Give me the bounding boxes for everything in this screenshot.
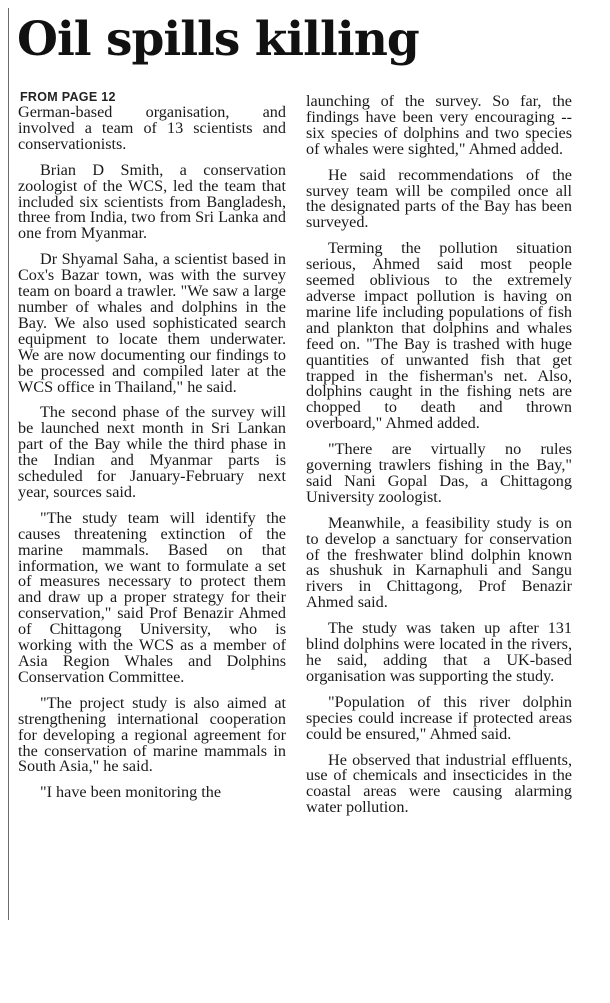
paragraph: Brian D Smith, a conservation zoologist of the WCS, led the team that included six scientists from Bangladesh, three from India, two from Sri Lanka and one from Myanmar. — [18, 160, 286, 243]
column-rule — [8, 8, 9, 920]
paragraph: "The study team will identify the causes threatening extinction of the marine mammals. Based on that information, we want to formulate a set of measures necessary to protect them and draw up a proper strategy for their conservation," said Prof Benazir Ahmed of Chittagong University, who is working with the WCS as a member of Asia Region Whales and Dolphins Conservation Committee. — [18, 508, 286, 686]
paragraph: Terming the pollution situation serious, Ahmed said most people seemed oblivious to the extremely adverse impact pollution is having on marine life including populations of fish and plankton that dolphins and whales feed on. "The Bay is trashed with huge quantities of unwanted fish that get trapped in the fisherman's net. Also, dolphins caught in the fishing nets are chopped to death and thrown overboard," Ahmed added. — [306, 239, 572, 433]
paragraph: He observed that industrial effluents, use of chemicals and insecticides in the coastal areas were causing alarming water pollution. — [306, 750, 572, 817]
paragraph: Meanwhile, a feasibility study is on to develop a sanctuary for conservation of the freshwater blind dolphin known as shushuk in Karnaphuli and Sangu rivers in Chittagong, Prof Benazir Ahmed said. — [306, 513, 572, 612]
left-column — [18, 90, 286, 811]
paragraph: Dr Shyamal Saha, a scientist based in Cox's Bazar town, was with the survey team on board a trawler. "We saw a large number of whales and dolphins in the Bay. We also used sophisticated search equipment to locate them underwater. We are now documenting our findings to be processed and compiled later at the WCS office in Thailand," he said. — [18, 250, 286, 396]
paragraph: "There are virtually no rules governing trawlers fishing in the Bay," said Nani Gopal Das, a Chittagong University zoologist. — [306, 440, 572, 506]
right-column — [306, 94, 572, 826]
paragraph: "Population of this river dolphin species could increase if protected areas could be ensured," Ahmed said. — [306, 692, 572, 743]
paragraph: The second phase of the survey will be launched next month in Sri Lankan part of the Bay while the third phase in the Indian and Myanmar parts is scheduled for January-February next year, sources said. — [18, 403, 286, 501]
paragraph: The study was taken up after 131 blind dolphins were located in the rivers, he said, adding that a UK-based organisation was supporting the study. — [306, 619, 572, 685]
paragraph: "The project study is also aimed at strengthening international cooperation for developing a regional agreement for the conservation of marine mammals in South Asia," he said. — [18, 693, 286, 776]
paragraph: launching of the survey. So far, the findings have been very encouraging -- six species of dolphins and two species of whales were sighted," Ahmed added. — [306, 92, 572, 158]
headline: Oil spills killing — [17, 12, 419, 67]
paragraph: He said recommendations of the survey team will be compiled once all the designated parts of the Bay has been surveyed. — [306, 165, 572, 232]
paragraph: "I have been monitoring the — [40, 783, 222, 802]
jump-kicker: FROM PAGE 12 — [20, 90, 116, 104]
paragraph: German-based organisation, and involved a team of 13 scientists and conservationists. — [18, 103, 286, 153]
